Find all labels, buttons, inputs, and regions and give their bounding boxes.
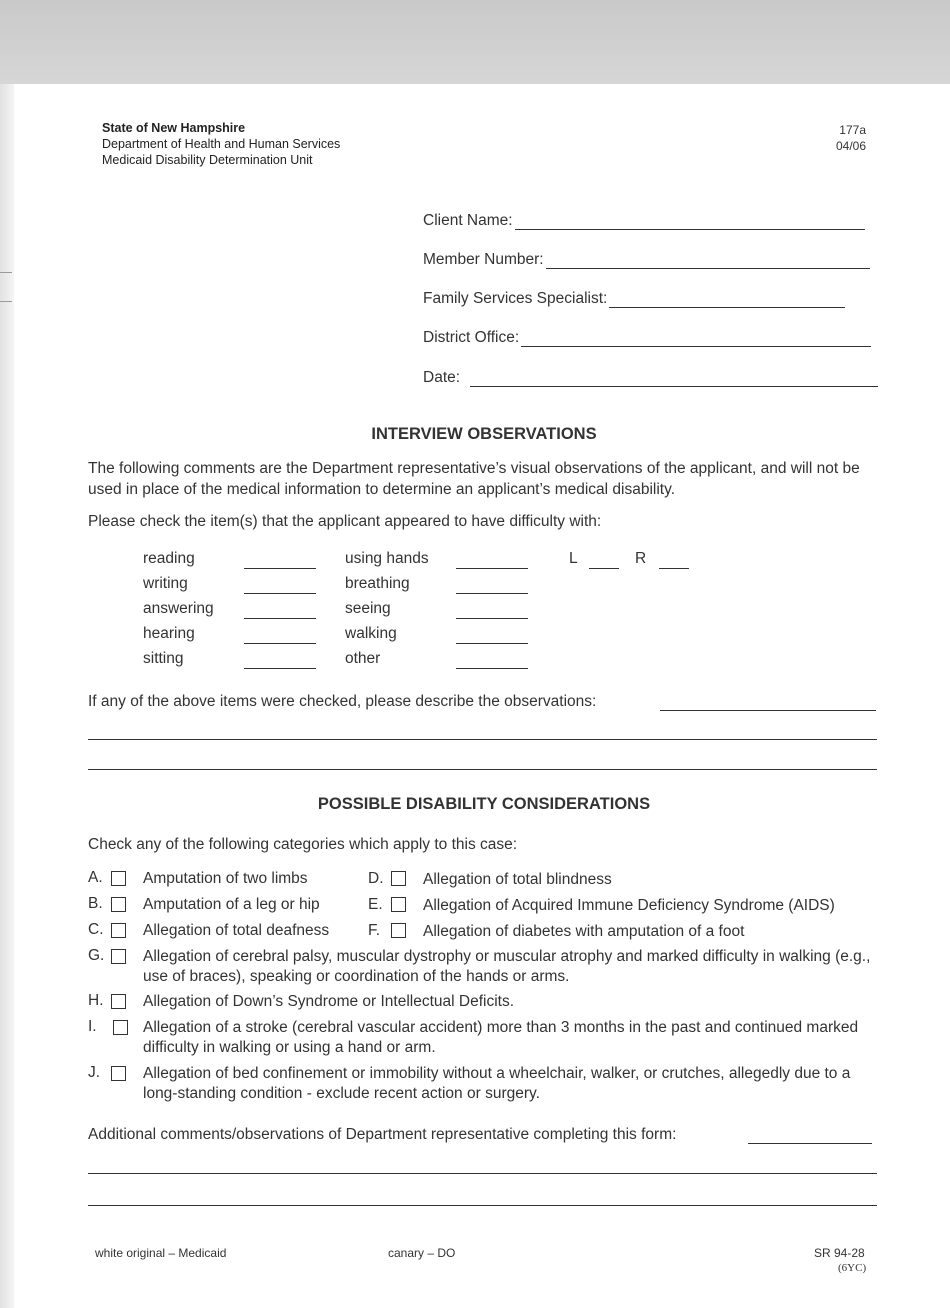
category-h-text: Allegation of Down’s Syndrome or Intellectual Deficits. [143, 993, 515, 1010]
date-label: Date: [423, 369, 461, 386]
department-name: Department of Health and Human Services [102, 137, 341, 151]
category-j-checkbox[interactable] [111, 1066, 126, 1081]
category-i-text: Allegation of a stroke (cerebral vascular accident) more than 3 months in the past and continued marked difficulty in walking or using a hand or arm. [143, 1019, 859, 1056]
category-b-checkbox[interactable] [111, 897, 126, 912]
difficulty-walking-label: walking [345, 625, 397, 642]
family-services-specialist-row [423, 290, 845, 308]
difficulty-seeing-label: seeing [345, 600, 391, 617]
category-e-text: Allegation of Acquired Immune Deficiency Syndrome (AIDS) [423, 897, 835, 914]
category-c-checkbox[interactable] [111, 923, 126, 938]
difficulty-seeing-blank[interactable] [456, 618, 528, 619]
family-services-specialist-label: Family Services Specialist: [423, 290, 608, 307]
date-field[interactable] [470, 370, 878, 387]
category-e-letter: E. [368, 896, 383, 913]
difficulty-sitting-label: sitting [143, 650, 184, 667]
left-hand-blank[interactable] [589, 568, 619, 569]
describe-observations-prompt: If any of the above items were checked, please describe the observations: [88, 693, 597, 710]
category-g-checkbox[interactable] [111, 949, 126, 964]
scan-shadow-top [0, 0, 950, 84]
additional-comments-prompt: Additional comments/observations of Department representative completing this form: [88, 1126, 677, 1143]
difficulty-reading-label: reading [143, 550, 195, 567]
category-h-checkbox[interactable] [111, 994, 126, 1009]
additional-comments-line-3[interactable] [88, 1205, 877, 1206]
footer-form-subcode: (6YC) [838, 1262, 867, 1274]
difficulty-using-hands-blank[interactable] [456, 568, 528, 569]
difficulty-writing-label: writing [143, 575, 188, 592]
category-c-letter: C. [88, 921, 104, 938]
category-d-letter: D. [368, 870, 384, 887]
disability-instruction: Check any of the following categories which apply to this case: [88, 836, 518, 853]
member-number-row [423, 251, 870, 269]
additional-comments-line-2[interactable] [88, 1173, 877, 1174]
date-row [423, 369, 878, 387]
scan-mark [0, 272, 12, 302]
difficulty-breathing-blank[interactable] [456, 593, 528, 594]
category-a-text: Amputation of two limbs [143, 870, 308, 887]
difficulty-writing-blank[interactable] [244, 593, 316, 594]
district-office-label: District Office: [423, 329, 520, 346]
category-f-checkbox[interactable] [391, 923, 406, 938]
scan-shadow-left [0, 84, 14, 1308]
footer-form-code: SR 94-28 [814, 1246, 865, 1260]
category-f-text: Allegation of diabetes with amputation of a foot [423, 923, 745, 940]
observations-instruction: Please check the item(s) that the applicant appeared to have difficulty with: [88, 513, 602, 530]
client-name-row [423, 212, 865, 230]
difficulty-using-hands-label: using hands [345, 550, 429, 567]
category-a-letter: A. [88, 869, 103, 886]
category-g-letter: G. [88, 947, 105, 964]
category-i-letter: I. [88, 1018, 97, 1035]
difficulty-walking-blank[interactable] [456, 643, 528, 644]
category-a-checkbox[interactable] [111, 871, 126, 886]
left-hand-label: L [569, 550, 578, 567]
difficulty-breathing-label: breathing [345, 575, 410, 592]
category-d-text: Allegation of total blindness [423, 871, 612, 888]
disability-considerations-title: POSSIBLE DISABILITY CONSIDERATIONS [317, 795, 651, 813]
agency-header [102, 120, 462, 168]
form-id [794, 122, 866, 154]
difficulty-sitting-blank[interactable] [244, 668, 316, 669]
category-d-checkbox[interactable] [391, 871, 406, 886]
unit-name: Medicaid Disability Determination Unit [102, 153, 313, 167]
additional-comments-line-1[interactable] [748, 1143, 872, 1144]
district-office-row [423, 329, 871, 347]
category-g-text: Allegation of cerebral palsy, muscular dystrophy or muscular atrophy and marked difficulty in walking (e.g., use of braces), speaking or coordination of the hands or arms. [143, 948, 871, 985]
describe-observations-line-2[interactable] [88, 739, 877, 740]
right-hand-blank[interactable] [659, 568, 689, 569]
difficulty-hearing-label: hearing [143, 625, 195, 642]
interview-observations-title: INTERVIEW OBSERVATIONS [371, 425, 597, 443]
observations-intro: The following comments are the Department representative’s visual observations of the applicant, and will not be used in place of the medical information to determine an applicant’s medical disability. [88, 460, 860, 498]
category-b-letter: B. [88, 895, 103, 912]
form-revision-date: 04/06 [835, 139, 866, 153]
difficulty-reading-blank[interactable] [244, 568, 316, 569]
footer-copy-white: white original – Medicaid [95, 1246, 227, 1260]
difficulty-answering-label: answering [143, 600, 214, 617]
form-number: 177a [839, 123, 866, 137]
member-number-label: Member Number: [423, 251, 544, 268]
difficulty-answering-blank[interactable] [244, 618, 316, 619]
category-b-text: Amputation of a leg or hip [143, 896, 320, 913]
difficulty-other-blank[interactable] [456, 668, 528, 669]
category-i-checkbox[interactable] [113, 1020, 128, 1035]
footer-copy-canary: canary – DO [388, 1246, 456, 1260]
form-page [14, 84, 950, 1308]
state-name: State of New Hampshire [102, 121, 246, 135]
category-j-text: Allegation of bed confinement or immobility without a wheelchair, walker, or crutches, allegedly due to a long-standing condition - exclude recent action or surgery. [143, 1065, 851, 1102]
describe-observations-line-1[interactable] [660, 710, 876, 711]
category-f-letter: F. [368, 922, 381, 939]
client-name-field[interactable] [515, 213, 865, 230]
difficulty-other-label: other [345, 650, 381, 667]
difficulty-hearing-blank[interactable] [244, 643, 316, 644]
describe-observations-line-3[interactable] [88, 769, 877, 770]
district-office-field[interactable] [521, 330, 871, 347]
category-c-text: Allegation of total deafness [143, 922, 330, 939]
category-j-letter: J. [88, 1064, 101, 1081]
family-services-specialist-field[interactable] [609, 291, 845, 308]
category-h-letter: H. [88, 992, 104, 1009]
right-hand-label: R [635, 550, 647, 567]
client-name-label: Client Name: [423, 212, 513, 229]
category-e-checkbox[interactable] [391, 897, 406, 912]
member-number-field[interactable] [546, 252, 870, 269]
